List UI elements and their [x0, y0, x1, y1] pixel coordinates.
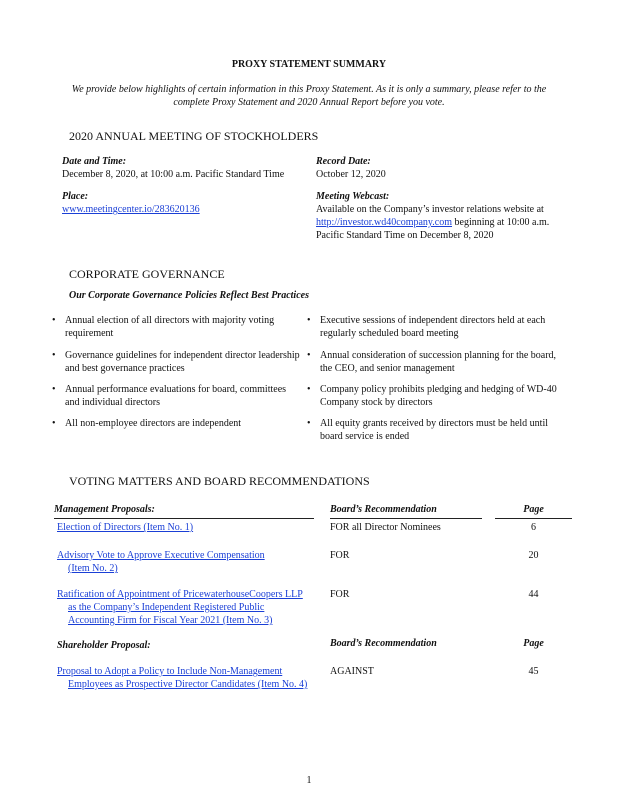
shareholder-proposal-header: Shareholder Proposal: — [57, 640, 151, 651]
bullet-dot: • — [307, 315, 311, 326]
bullet-dot: • — [52, 418, 56, 429]
intro-text: We provide below highlights of certain information in this Proxy Statement. As it is only a summary, please refer to the complete Proxy Statement and 2020 Annual Report before you vote. — [71, 84, 547, 108]
recommendation-item-2: FOR — [330, 550, 350, 561]
webcast-text — [316, 203, 576, 242]
bullet-dot: • — [52, 350, 56, 361]
recommendation-item-1: FOR all Director Nominees — [330, 522, 441, 533]
bullet-dot: • — [307, 384, 311, 395]
page-item-3: 44 — [528, 589, 539, 600]
webcast-line-2 — [316, 216, 576, 229]
governance-subheading: Our Corporate Governance Policies Reflect Best Practices — [69, 290, 309, 301]
governance-bullet-right-1: • Executive sessions of independent directors held at each regularly scheduled board meeting — [307, 315, 546, 339]
proposal-link-item-3[interactable]: Ratification of Appointment of PricewaterhouseCoopers LLP as the Company’s Independent Registered Public Accounting Firm for Fiscal Year 2021 (Item No. 3) — [57, 589, 303, 626]
bullet-dot: • — [52, 384, 56, 395]
bullet-dot: • — [307, 418, 311, 429]
governance-bullet-left-3: • Annual performance evaluations for board, committees and individual directors — [52, 384, 287, 408]
page-item-4: 45 — [528, 666, 539, 677]
proposal-link-item-1[interactable]: Election of Directors (Item No. 1) — [57, 522, 194, 533]
header-rule-proposals — [54, 518, 314, 519]
date-time-label: Date and Time: — [62, 156, 127, 167]
governance-bullet-right-4: • All equity grants received by directors must be held until board service is ended — [307, 418, 548, 442]
webcast-line-1: Available on the Company’s investor relations website at — [316, 204, 544, 215]
record-date-value: October 12, 2020 — [316, 169, 386, 180]
annual-meeting-heading: 2020 ANNUAL MEETING OF STOCKHOLDERS — [69, 129, 319, 143]
record-date-label: Record Date: — [316, 156, 371, 167]
page-item-1: 6 — [531, 522, 536, 533]
governance-bullet-left-4: • All non-employee directors are independent — [52, 418, 242, 429]
page-number: 1 — [306, 775, 312, 786]
board-recommendation-header: Board’s Recommendation — [330, 504, 437, 515]
governance-bullet-right-3: • Company policy prohibits pledging and hedging of WD-40 Company stock by directors — [307, 384, 557, 408]
date-time-value: December 8, 2020, at 10:00 a.m. Pacific Standard Time — [62, 169, 285, 180]
bullet-dot: • — [307, 350, 311, 361]
proposal-link-item-2[interactable]: Advisory Vote to Approve Executive Compensation (Item No. 2) — [57, 550, 265, 574]
header-rule-page — [495, 518, 572, 519]
voting-heading: VOTING MATTERS AND BOARD RECOMMENDATIONS — [69, 474, 370, 488]
governance-bullet-right-2: • Annual consideration of succession planning for the board, the CEO, and senior management — [307, 350, 557, 374]
place-label: Place: — [62, 191, 89, 202]
webcast-link[interactable]: http://investor.wd40company.com — [316, 217, 453, 228]
header-rule-recommendation — [330, 518, 482, 519]
management-proposals-header: Management Proposals: — [54, 504, 155, 515]
recommendation-item-3: FOR — [330, 589, 350, 600]
governance-bullet-left-1: • Annual election of all directors with majority voting requirement — [52, 315, 275, 339]
governance-bullet-left-2: • Governance guidelines for independent director leadership and best governance practices — [52, 350, 300, 374]
page-header: Page — [523, 504, 544, 515]
page-item-2: 20 — [528, 550, 539, 561]
webcast-line-3: Pacific Standard Time on December 8, 2020 — [316, 230, 494, 241]
recommendation-item-4: AGAINST — [330, 666, 374, 677]
proposal-link-item-4[interactable]: Proposal to Adopt a Policy to Include Non-Management Employees as Prospective Director Candidates (Item No. 4) — [57, 666, 308, 690]
webcast-label: Meeting Webcast: — [316, 191, 390, 202]
governance-heading: CORPORATE GOVERNANCE — [69, 267, 225, 281]
shareholder-page-header: Page — [523, 638, 544, 649]
place-link[interactable]: www.meetingcenter.io/283620136 — [62, 204, 200, 215]
page-title: PROXY STATEMENT SUMMARY — [231, 59, 387, 70]
webcast-line-2-rest: beginning at 10:00 a.m. — [452, 217, 550, 228]
shareholder-recommendation-header: Board’s Recommendation — [330, 638, 437, 649]
bullet-dot: • — [52, 315, 56, 326]
